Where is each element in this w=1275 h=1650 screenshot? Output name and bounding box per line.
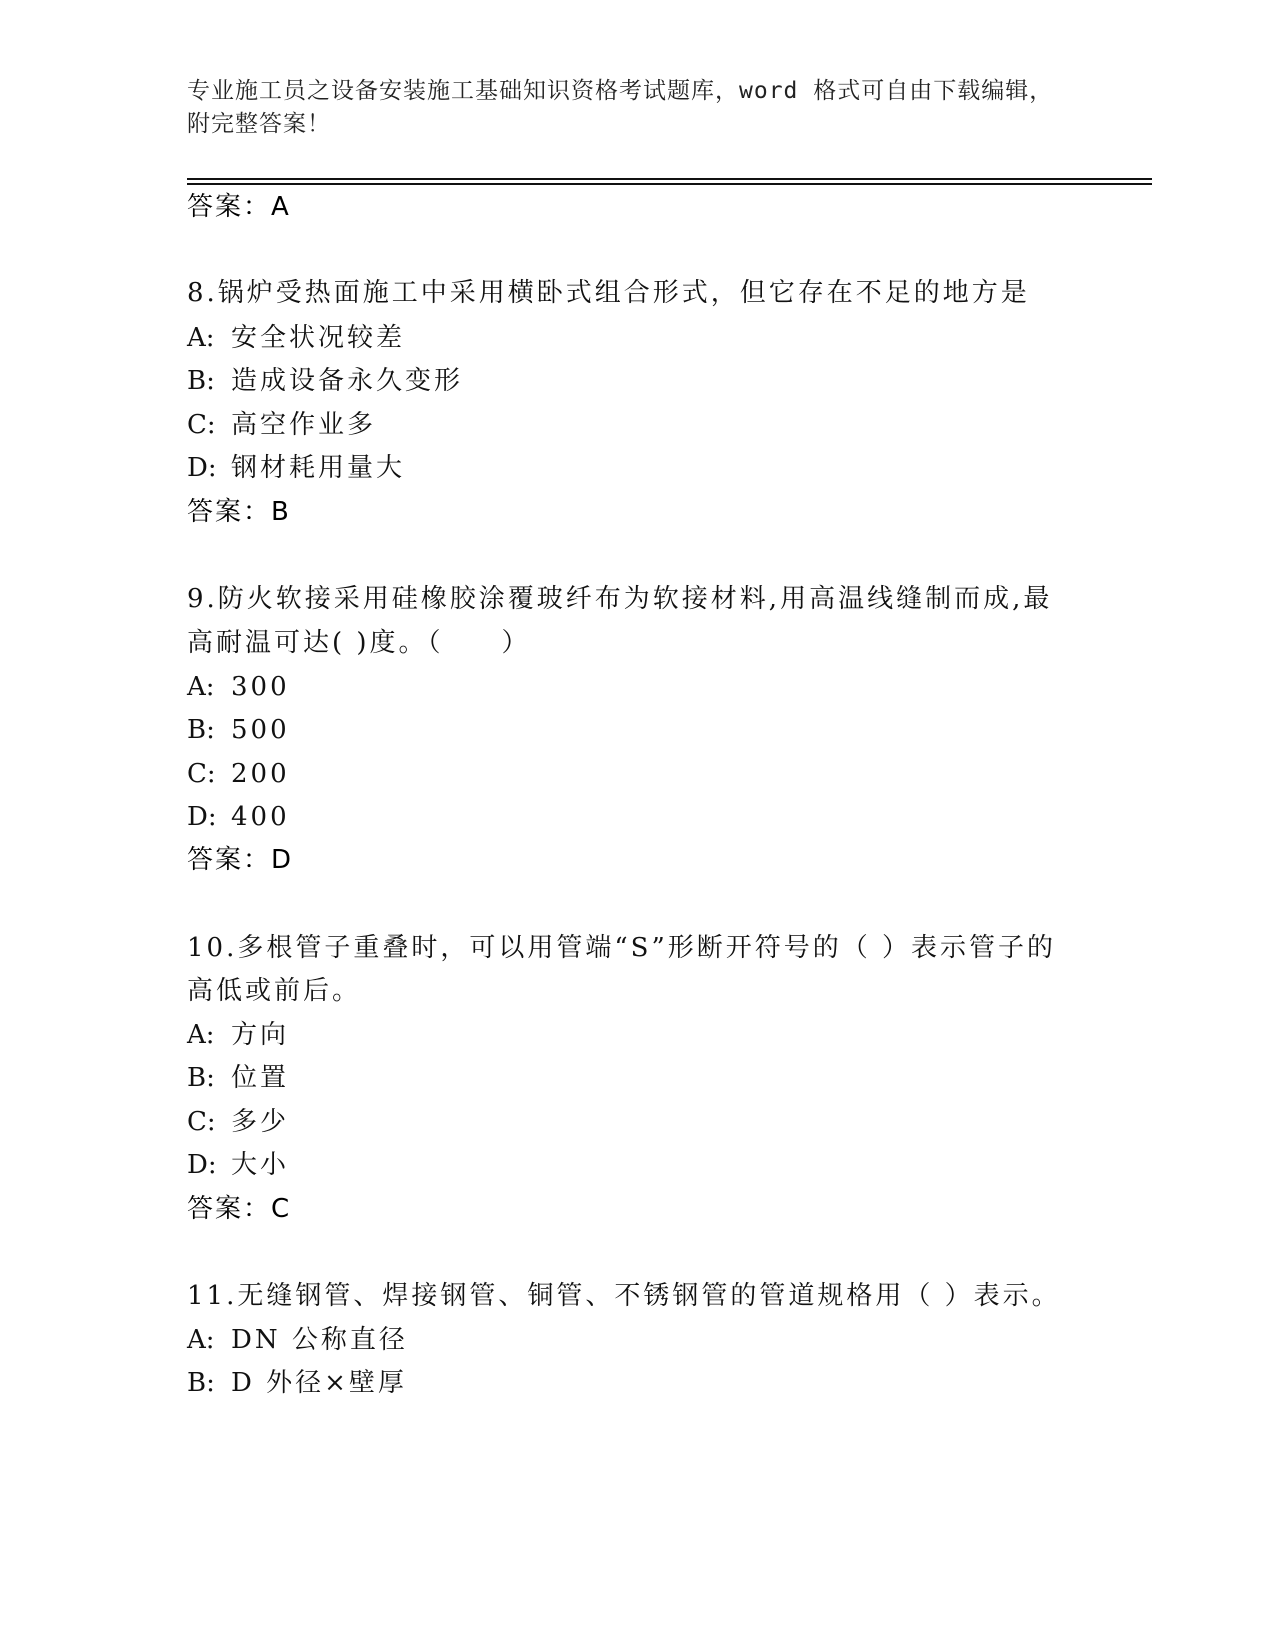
option-key: B:: [187, 715, 215, 745]
option-text: DN 公称直径: [231, 1325, 408, 1355]
option-text: 400: [231, 802, 290, 832]
option-text: 安全状况较差: [231, 323, 406, 353]
question-8-option-b: [187, 364, 463, 398]
question-9-answer: 答案：D: [187, 845, 294, 875]
document-header: [187, 75, 1087, 141]
question-10-option-b: [187, 1061, 289, 1095]
question-10-answer: 答案：C: [187, 1194, 292, 1224]
header-line-2: 附完整答案！: [187, 111, 331, 137]
option-text: 200: [231, 759, 290, 789]
question-9-option-d: [187, 800, 290, 834]
question-11-stem: 11.无缝钢管、焊接钢管、铜管、不锈钢管的管道规格用（ ）表示。: [187, 1281, 1061, 1311]
option-key: B:: [187, 366, 215, 396]
question-11-option-a: [187, 1323, 408, 1357]
question-9-option-c: [187, 757, 290, 791]
header-divider-top: [187, 178, 1152, 180]
option-text: 大小: [231, 1150, 290, 1180]
question-9-stem-line-1: 9.防火软接采用硅橡胶涂覆玻纤布为软接材料,用高温线缝制而成,最: [187, 584, 1053, 614]
option-key: A:: [187, 1325, 215, 1355]
option-text: 高空作业多: [231, 410, 377, 440]
option-key: B:: [187, 1368, 215, 1398]
option-key: B:: [187, 1063, 215, 1093]
option-text: 造成设备永久变形: [231, 366, 464, 396]
question-10-option-d: [187, 1148, 289, 1182]
option-text: 位置: [231, 1063, 290, 1093]
question-9-option-a: [187, 670, 290, 704]
option-text: 500: [231, 715, 290, 745]
question-10-stem-line-1: 10.多根管子重叠时，可以用管端“S”形断开符号的（ ）表示管子的: [187, 933, 1057, 963]
option-key: D:: [187, 802, 217, 832]
question-11-option-b: [187, 1366, 407, 1400]
question-9-stem-line-2: 高耐温可达( )度。（ ）: [187, 628, 531, 658]
question-8-answer: 答案：B: [187, 497, 291, 527]
option-key: C:: [187, 759, 216, 789]
question-8-option-a: [187, 321, 405, 355]
option-key: A:: [187, 1020, 215, 1050]
option-text: 钢材耗用量大: [231, 453, 406, 483]
option-key: A:: [187, 323, 215, 353]
header-line-1: 专业施工员之设备安装施工基础知识资格考试题库，word 格式可自由下载编辑，: [187, 78, 1054, 104]
option-text: 多少: [231, 1107, 290, 1137]
answer-previous: 答案：A: [187, 192, 291, 222]
option-key: C:: [187, 410, 216, 440]
option-text: 300: [231, 672, 290, 702]
header-divider-bottom: [187, 183, 1152, 185]
option-text: D 外径×壁厚: [231, 1368, 407, 1398]
option-key: A:: [187, 672, 215, 702]
option-key: C:: [187, 1107, 216, 1137]
question-10-stem-line-2: 高低或前后。: [187, 976, 362, 1006]
question-10-option-c: [187, 1105, 289, 1139]
option-key: D:: [187, 1150, 217, 1180]
question-8-option-d: [187, 451, 405, 485]
question-8-stem: 8.锅炉受热面施工中采用横卧式组合形式，但它存在不足的地方是: [187, 278, 1030, 308]
question-8-option-c: [187, 408, 376, 442]
option-key: D:: [187, 453, 217, 483]
question-9-option-b: [187, 713, 290, 747]
question-10-option-a: [187, 1018, 289, 1052]
option-text: 方向: [231, 1020, 290, 1050]
